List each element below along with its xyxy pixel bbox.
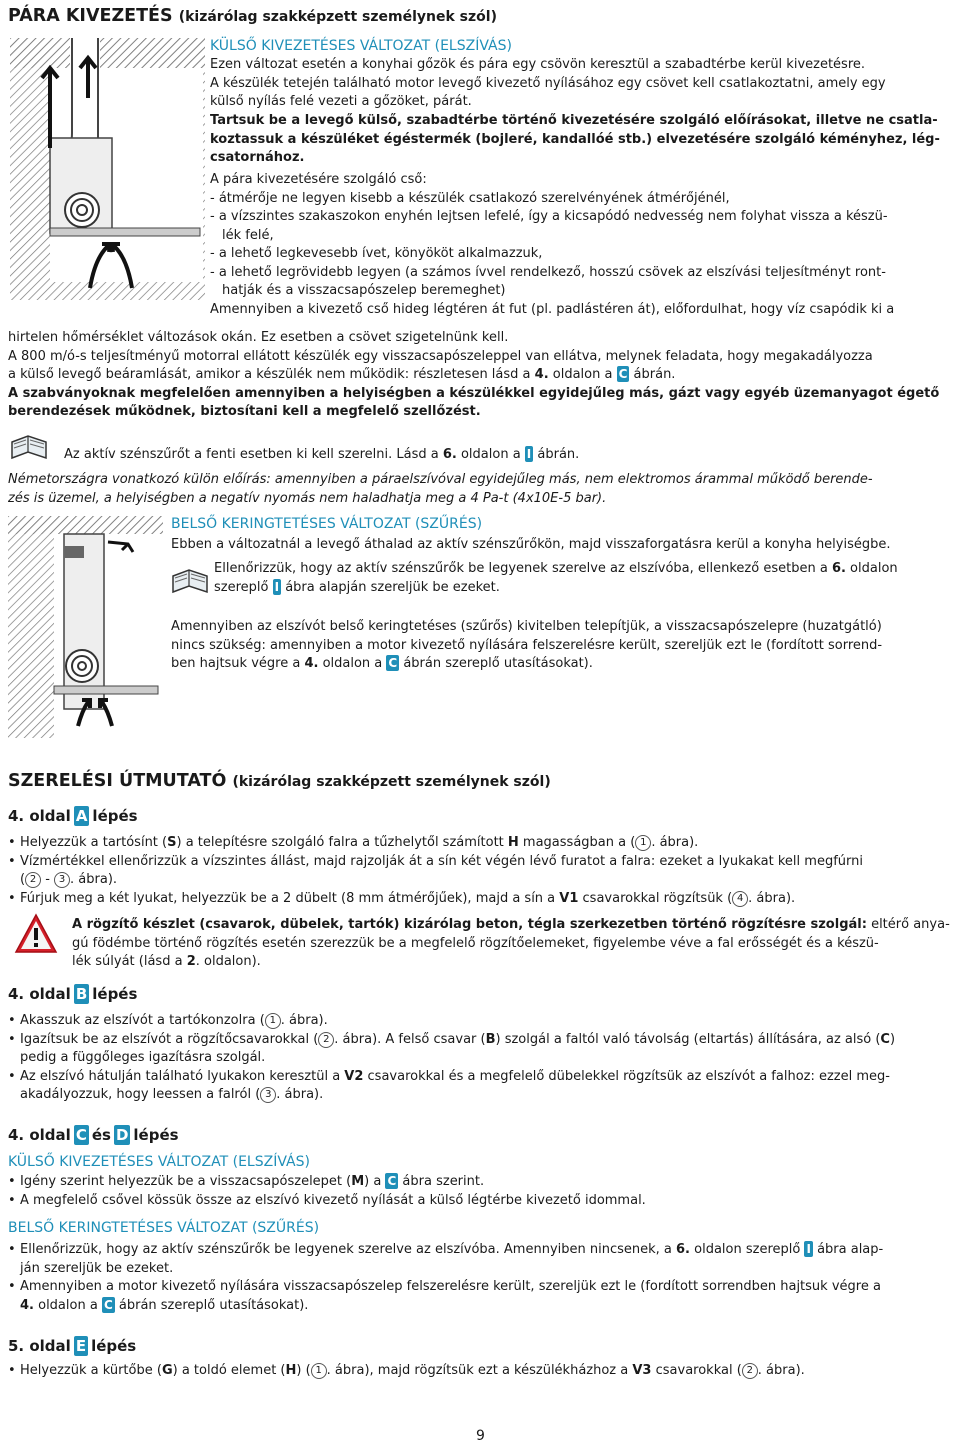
step-c-list	[8, 1173, 958, 1210]
external-heading: KÜLSŐ KIVEZETÉSES VÁLTOZAT (ELSZÍVÁS)	[210, 38, 512, 54]
list-item: • Ellenőrizzük, hogy az aktív szénszűrők be legyenek szerelve az elszívóba. Amennyiben nincsenek, a 6. oldalon szereplő I ábra alap- ján szereljük be ezeket.	[8, 1241, 958, 1278]
step-b-list	[8, 1012, 958, 1105]
hood-external-diagram	[10, 38, 205, 300]
list-item: • Fúrjuk meg a két lyukat, helyezzük be a 2 dübelt (8 mm átmérőjűek), majd a sín a V1 csavarokkal rögzítsük ( 4 . ábra).	[8, 890, 958, 909]
figure-box-c-2: C	[388, 656, 398, 670]
external-full-width-text: hirtelen hőmérséklet változások okán. Ez esetben a csövet szigetelnünk kell. A 800 m/ó-s teljesítményű motorral ellátott készülék egy visszacsapószeleppel van ellátva, melynek feladata, hogy megakadályozza a külső levegő beáramlását, amikor a készülék nem működik: részletesen lásd a 4. oldalon a C ábrán. A szabványoknak megfelelően amennyiben a helyiségben a készülékkel egyidejűleg más, gázt vagy egyéb üzemanyagot égető berendezések működnek, biztosítani kell a megfelelő szellőzést.	[8, 330, 940, 419]
list-item: • Az elszívó hátulján található lyukakon keresztül a V2 csavarokkal és a megfelelő dübelekkel rögzítsük az elszívót a falhoz: ezzel meg- akadályozzuk, hogy leessen a falról ( 3 . ábra).	[8, 1068, 958, 1105]
hood-internal-diagram	[8, 516, 163, 738]
book-icon-2	[171, 566, 209, 596]
list-item: • Helyezzük a kürtőbe (G) a toldó elemet (H) ( 1 . ábra), majd rögzítsük ezt a készülékházhoz a V3 csavarokkal ( 2 . ábra).	[8, 1362, 958, 1381]
internal-heading: BELSŐ KERINGTETÉSES VÁLTOZAT (SZŰRÉS)	[171, 516, 483, 532]
list-item: • Amennyiben a motor kivezető nyílására visszacsapószelep felszerelésre került, szereljük ezt le (fordított sorrendben hajtsuk végre a 4. oldalon a C ábrán szereplő utasításokat).	[8, 1278, 958, 1315]
list-item: • Igazítsuk be az elszívót a rögzítőcsavarokkal ( 2 . ábra). A felső csavar (B) szolgál a faltól való távolság (eltartás) állítására, az alsó (C) pedig a függőleges igazításra szolgál.	[8, 1031, 958, 1068]
step-e-heading: 5. oldal E lépés	[8, 1337, 137, 1355]
page-number: 9	[476, 1428, 485, 1444]
pipe-requirements: A pára kivezetésére szolgáló cső: - átmérője ne legyen kisebb a készülék csatlakozó szerelvényének átmérőjénél, - a vízszintes szakaszokon enyhén lejtsen lefelé, így a kicsapódó nedvesség nem folyhat vissza a készü- lék felé, - a lehető legkevesebb ívet, könyököt alkalmazzuk, - a lehető legrövidebb legyen (a számos ívvel rendelkező, hosszú csövek az elszívási teljesítményt ront- hatják és a visszacsapószelep beremeghet) Amennyiben a kivezető cső hideg légtéren át fut (pl. padlástéren át), előfordulhat, hogy víz csapódik ki a	[210, 172, 895, 317]
internal-install: Amennyiben az elszívót belső keringtetéses (szűrős) kivitelben telepítjük, a visszacsapószelepre (huzatgátló) nincs szükség: amennyiben a motor kivezető nyílására felszerelésre került, szereljük ezt le (fordított sorrend- ben hajtsuk végre a 4. oldalon a C ábrán szereplő utasításokat).	[171, 619, 883, 671]
list-item: • Akasszuk az elszívót a tartókonzolra ( 1 . ábra).	[8, 1012, 958, 1031]
assembly-internal-heading: BELSŐ KERINGTETÉSES VÁLTOZAT (SZŰRÉS)	[8, 1220, 320, 1236]
assembly-external-heading: KÜLSŐ KIVEZETÉSES VÁLTOZAT (ELSZÍVÁS)	[8, 1154, 310, 1170]
step-box-a: A	[75, 807, 88, 825]
internal-check: Ellenőrizzük, hogy az aktív szénszűrők be legyenek szerelve az elszívóba, ellenkező esetben a 6. oldalon szereplő I ábra alapján szereljük be ezeket.	[214, 561, 898, 595]
germany-note: Németországra vonatkozó külön előírás: amennyiben a páraelszívóval egyidejűleg más, nem elektromos árammal működő berende- zés is üzemel, a helyiségben a negatív nyomás nem haladhatja meg a 4 Pa-t (4x10E-5 bar).	[8, 472, 873, 506]
step-box-e: E	[75, 1337, 87, 1355]
assembly-title: SZERELÉSI ÚTMUTATÓ (kizárólag szakképzett személynek szól)	[8, 771, 551, 791]
list-item: • A megfelelő csővel kössük össze az elszívó kivezető nyílását a külső légtérbe kivezető idommal.	[8, 1192, 958, 1211]
step-a-heading: 4. oldal A lépés	[8, 807, 138, 825]
internal-line1: Ebben a változatnál a levegő áthalad az aktív szénszűrőkön, majd visszaforgatásra kerül a konyha helyiségbe.	[171, 537, 891, 552]
figure-box-i: I	[526, 447, 532, 461]
warning-icon	[14, 912, 58, 956]
step-d-list	[8, 1241, 958, 1315]
step-e-list	[8, 1362, 958, 1381]
step-cd-heading: 4. oldal C és D lépés	[8, 1126, 179, 1144]
step-b-heading: 4. oldal B lépés	[8, 985, 138, 1003]
fixing-warning: A rögzítő készlet (csavarok, dübelek, tartók) kizárólag beton, tégla szerkezetben történő rögzítésre szolgál: eltérő anya- gú födémbe történő rögzítés esetén szerezzük be a megfelelő rögzítőelemeket, figyelembe véve a fal erősségét és a készü- lék súlyát (lásd a 2. oldalon).	[72, 917, 950, 969]
figure-box-i-2: I	[274, 579, 280, 594]
step-box-d: D	[115, 1126, 129, 1144]
step-box-c: C	[75, 1126, 87, 1144]
list-item: • Vízmértékkel ellenőrizzük a vízszintes állást, majd rajzolják át a sín két végén lévő furatot a falra: ezeket a lyukakat kell megfúrni ( 2 - 3 . ábra).	[8, 853, 958, 890]
external-paragraph: Ezen változat esetén a konyhai gőzök és pára egy csövön keresztül a szabadtérbe kerül kivezetésre. A készülék tetején található motor levegő kivezető nyílásához egy csövet kell csatlakoztatni, amely egy külső nyílás felé vezeti a gőzöket, párát.	[210, 57, 886, 109]
list-item: • Igény szerint helyezzük be a visszacsapószelepet (M) a C ábra szerint.	[8, 1173, 958, 1192]
list-item: • Helyezzük a tartósínt (S) a telepítésre szolgáló falra a tűzhelytől számított H magasságban a ( 1 . ábra).	[8, 834, 958, 853]
external-warning-bold: Tartsuk be a levegő külső, szabadtérbe történő kivezetésére szolgáló előírásokat, illetve ne csatla- koztassuk a készüléket égéstermék (bojleré, kandallóé stb.) elvezetésére szolgáló kéményhez, lég- csatornához.	[210, 113, 940, 165]
filter-note: Az aktív szénszűrőt a fenti esetben ki kell szerelni. Lásd a 6. oldalon a I ábrán.	[64, 447, 580, 462]
step-box-b: B	[75, 985, 88, 1003]
book-icon	[10, 432, 48, 462]
step-a-list	[8, 834, 958, 908]
page-title: PÁRA KIVEZETÉS (kizárólag szakképzett személynek szól)	[8, 6, 497, 26]
figure-box-c: C	[618, 367, 628, 381]
